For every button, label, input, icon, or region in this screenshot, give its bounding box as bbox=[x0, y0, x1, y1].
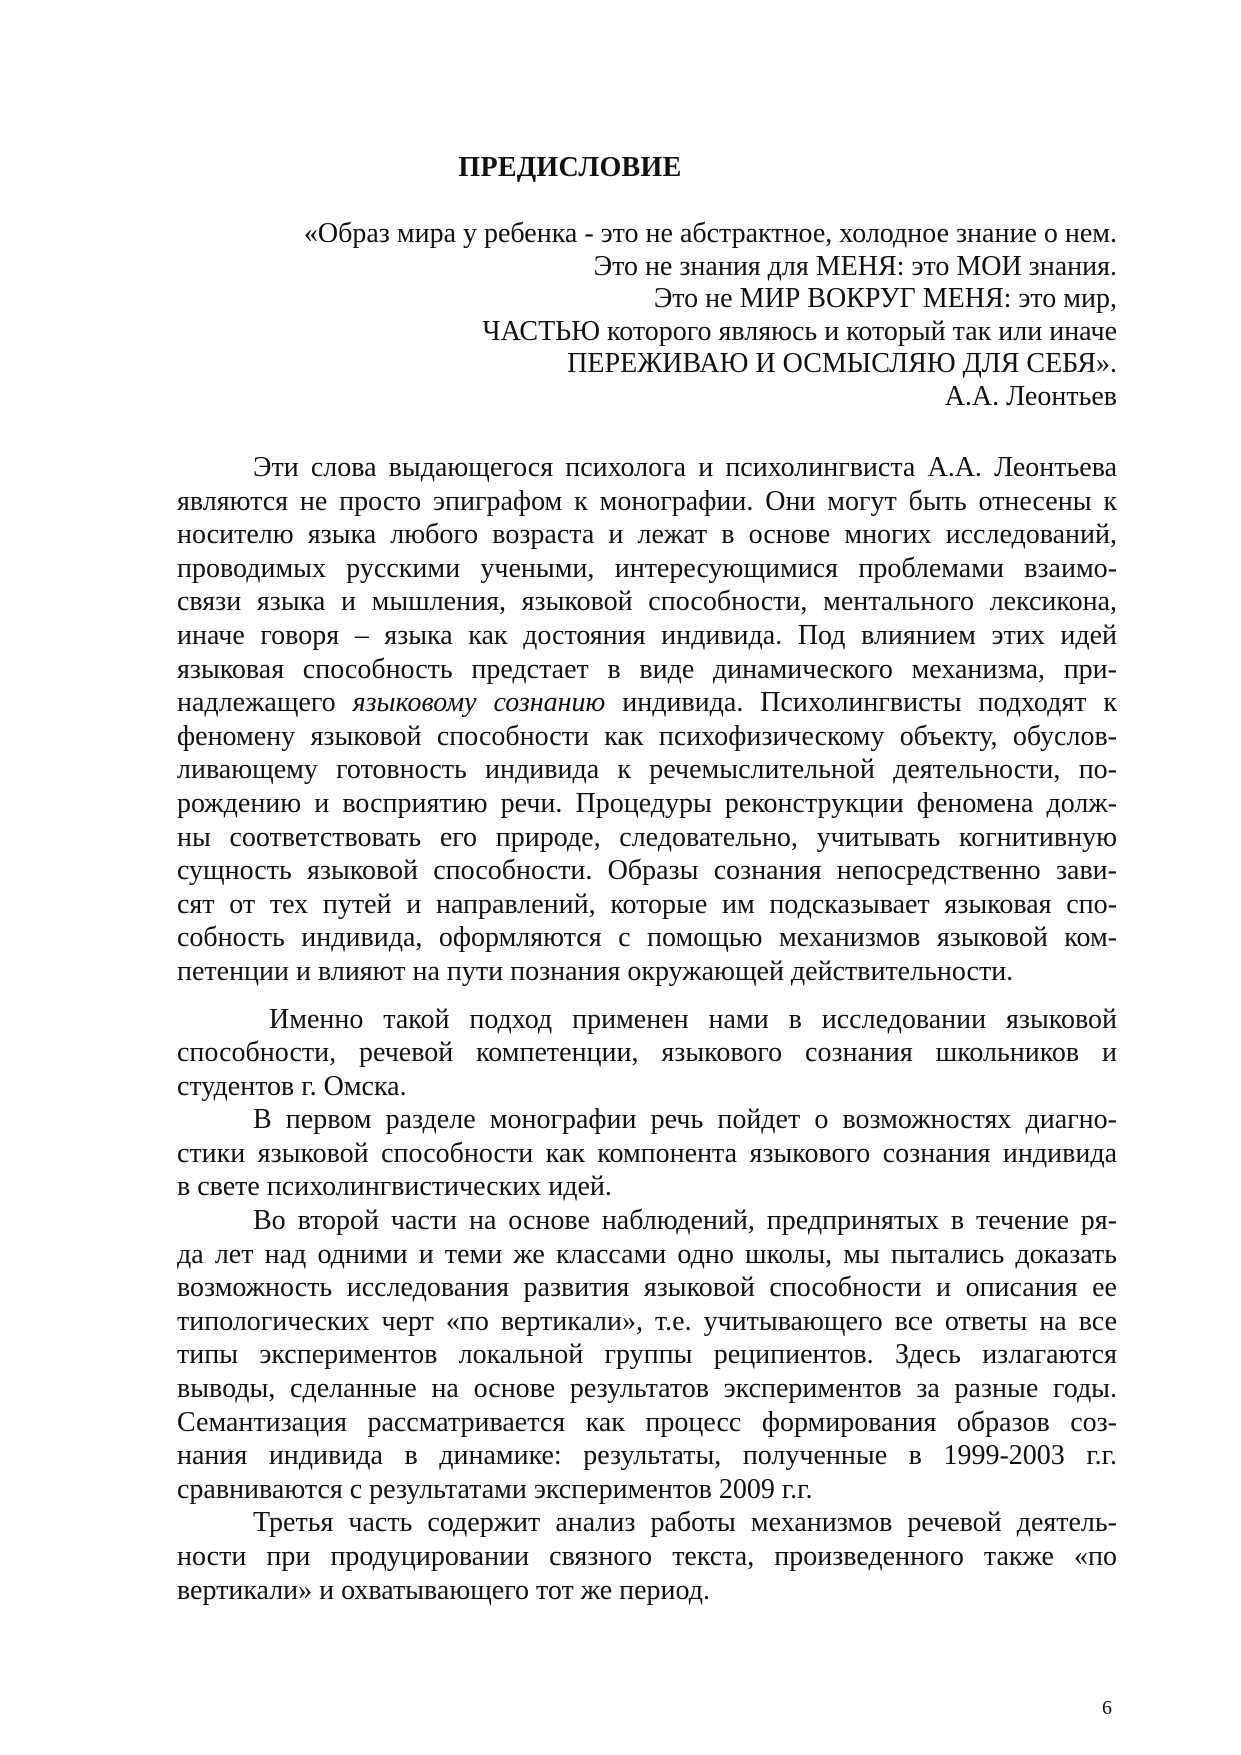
text-line: В первом разделе монографии речь пойдет о возможностях диагно- bbox=[253, 1104, 1117, 1136]
text-line: ны соответствовать его природе, следовательно, учитывать когнитивную bbox=[177, 821, 1117, 853]
page-title: ПРЕДИСЛОВИЕ bbox=[458, 152, 682, 183]
body-text bbox=[177, 452, 1117, 1608]
text-line: стики языковой способности как компонента языкового сознания индивида bbox=[177, 1137, 1117, 1169]
epigraph-line: ЧАСТЬЮ которого являюсь и который так или иначе bbox=[482, 315, 1117, 347]
paragraph-3 bbox=[177, 1104, 1117, 1205]
epigraph-author: А.А. Леонтьев bbox=[944, 380, 1117, 412]
text-line: ности при продуцировании связного текста, произведенного также «по bbox=[177, 1541, 1117, 1572]
text-line: Именно такой подход применен нами в исследовании языковой bbox=[269, 1003, 1117, 1035]
text-line: являются не просто эпиграфом к монографии. Они могут быть отнесены к bbox=[177, 485, 1117, 517]
text-line: феномену языковой способности как психофизическому объекту, обуслов- bbox=[177, 720, 1117, 752]
text-line: да лет над одними и теми же классами одно школы, мы пытались доказать bbox=[177, 1238, 1117, 1270]
text-line: сущность языковой способности. Образы сознания непосредственно зави- bbox=[177, 855, 1117, 887]
text-line: связи языка и мышления, языковой способности, ментального лексикона, bbox=[177, 586, 1117, 618]
text-line: иначе говоря – языка как достояния индивида. Под влиянием этих идей bbox=[177, 619, 1117, 651]
text-line: в свете психолингвистических идей. bbox=[177, 1171, 612, 1203]
text-line: вертикали» и охватывающего тот же период. bbox=[177, 1574, 710, 1606]
text-line: надлежащего языковому сознанию индивида. Психолингвисты подходят к bbox=[177, 687, 1117, 719]
text-line: собность индивида, оформляются с помощью механизмов языковой ком- bbox=[177, 922, 1117, 954]
text-line: студентов г. Омска. bbox=[177, 1070, 407, 1102]
text-line: рождению и восприятию речи. Процедуры реконструкции феномена долж- bbox=[177, 787, 1117, 819]
epigraph-line: ПЕРЕЖИВАЮ И ОСМЫСЛЯЮ ДЛЯ СЕБЯ». bbox=[567, 348, 1117, 379]
text-line: способности, речевой компетенции, языкового сознания школьников и bbox=[177, 1037, 1117, 1069]
paragraph-4 bbox=[177, 1205, 1117, 1507]
paragraph-1 bbox=[177, 452, 1117, 990]
text-line: нания индивида в динамике: результаты, полученные в 1999-2003 г.г. bbox=[177, 1440, 1117, 1472]
text-line: выводы, сделанные на основе результатов экспериментов за разные годы. bbox=[177, 1373, 1117, 1405]
text-line: Во второй части на основе наблюдений, предпринятых в течение ря- bbox=[253, 1205, 1117, 1237]
epigraph-line: «Образ мира у ребенка - это не абстрактное, холодное знание о нем. bbox=[303, 218, 1117, 249]
epigraph-line: Это не знания для МЕНЯ: это МОИ знания. bbox=[593, 250, 1117, 282]
text-line: Третья часть содержит анализ работы механизмов речевой деятель- bbox=[253, 1507, 1117, 1539]
text-line: петенции и влияют на пути познания окружающей действительности. bbox=[177, 955, 1014, 987]
page-number: 6 bbox=[1102, 1697, 1112, 1719]
epigraph bbox=[157, 218, 1117, 413]
text-line: сравниваются с результатами экспериментов 2009 г.г. bbox=[177, 1473, 813, 1505]
paragraph-5 bbox=[177, 1507, 1117, 1608]
italic-term: языковому сознанию bbox=[352, 687, 606, 719]
text-line: Эти слова выдающегося психолога и психолингвиста А.А. Леонтьева bbox=[253, 452, 1117, 483]
text-line: Семантизация рассматривается как процесс формирования образов соз- bbox=[177, 1406, 1117, 1438]
text-line: ливающему готовность индивида к речемыслительной деятельности, по- bbox=[177, 754, 1117, 786]
text-line: типы экспериментов локальной группы реципиентов. Здесь излагаются bbox=[177, 1339, 1117, 1371]
text-line: типологических черт «по вертикали», т.е. учитывающего все ответы на все bbox=[177, 1305, 1117, 1337]
paragraph-2 bbox=[177, 1004, 1117, 1105]
text-line: возможность исследования развития языковой способности и описания ее bbox=[177, 1272, 1117, 1304]
text-line: носителю языка любого возраста и лежат в основе многих исследований, bbox=[177, 519, 1117, 551]
text-line: проводимых русскими учеными, интересующимися проблемами взаимо- bbox=[177, 552, 1117, 584]
epigraph-line: Это не МИР ВОКРУГ МЕНЯ: это мир, bbox=[653, 283, 1117, 314]
text-line: сят от тех путей и направлений, которые им подсказывает языковая спо- bbox=[177, 888, 1117, 920]
text-line: языковая способность предстает в виде динамического механизма, при- bbox=[177, 653, 1117, 685]
